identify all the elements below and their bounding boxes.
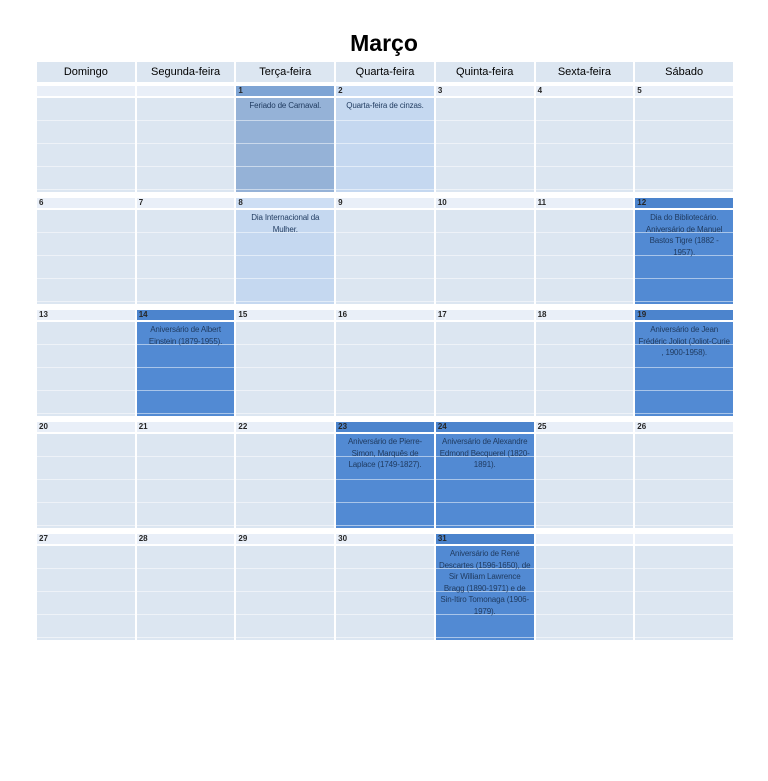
date-strip-row [37, 534, 733, 544]
day-number-strip[interactable] [436, 422, 534, 432]
weekday-header-sabado: Sábado [635, 62, 733, 82]
day-cell[interactable] [635, 98, 733, 192]
day-cell[interactable] [336, 434, 434, 528]
day-number-strip[interactable] [436, 534, 534, 544]
day-number-strip[interactable] [37, 534, 135, 544]
day-number-strip[interactable] [536, 422, 634, 432]
day-number: 3 [437, 86, 443, 95]
day-number-strip[interactable] [37, 310, 135, 320]
day-content-row [37, 434, 733, 528]
day-number-strip[interactable] [635, 310, 733, 320]
day-cell[interactable] [635, 210, 733, 304]
day-cell[interactable] [236, 546, 334, 640]
date-strip-row [37, 198, 733, 208]
day-number-strip[interactable] [336, 534, 434, 544]
date-strip-row [37, 310, 733, 320]
day-number-strip[interactable] [536, 198, 634, 208]
week-row [37, 534, 733, 640]
day-number-strip[interactable] [436, 310, 534, 320]
day-number-strip[interactable] [137, 86, 235, 96]
day-cell[interactable] [37, 322, 135, 416]
day-cell[interactable] [336, 322, 434, 416]
event-text: Aniversário de Pierre-Simon, Marquês de Laplace (1749-1827). [347, 437, 423, 469]
date-strip-row [37, 422, 733, 432]
day-number: 9 [338, 198, 343, 207]
day-content-row [37, 322, 733, 416]
event-text: Aniversário de Albert Einstein (1879-1955). [148, 325, 223, 346]
day-cell[interactable] [137, 322, 235, 416]
day-number: 19 [637, 310, 647, 319]
day-number-strip[interactable] [137, 534, 235, 544]
calendar-weeks [37, 86, 733, 640]
day-number-strip[interactable] [436, 198, 534, 208]
day-number: 26 [637, 422, 647, 431]
event-text: Dia do Bibliotecário. Aniversário de Manuel Bastos Tigre (1882 - 1957). [645, 213, 723, 257]
day-cell[interactable] [436, 210, 534, 304]
day-cell[interactable] [635, 546, 733, 640]
day-number: 28 [138, 534, 148, 543]
day-number: 2 [338, 86, 343, 95]
day-number: 16 [338, 310, 348, 319]
day-cell[interactable] [236, 210, 334, 304]
day-cell[interactable] [236, 98, 334, 192]
day-cell[interactable] [37, 98, 135, 192]
day-number: 15 [238, 310, 248, 319]
day-content-row [37, 98, 733, 192]
event-text: Aniversário de Jean Frédéric Joliot (Joliot-Curie , 1900-1958). [638, 325, 730, 357]
day-number: 29 [238, 534, 248, 543]
day-cell[interactable] [236, 322, 334, 416]
day-cell[interactable] [635, 434, 733, 528]
day-number-strip[interactable] [436, 86, 534, 96]
day-number: 17 [437, 310, 447, 319]
day-number: 30 [338, 534, 348, 543]
weekday-header-quarta: Quarta-feira [336, 62, 434, 82]
day-content-row [37, 210, 733, 304]
day-number-strip[interactable] [536, 86, 634, 96]
day-number-strip[interactable] [635, 198, 733, 208]
day-number: 22 [238, 422, 248, 431]
weekday-header-terca: Terça-feira [236, 62, 334, 82]
day-number-strip[interactable] [336, 198, 434, 208]
day-number-strip[interactable] [37, 86, 135, 96]
day-cell[interactable] [436, 434, 534, 528]
day-cell[interactable] [336, 546, 434, 640]
day-cell[interactable] [37, 434, 135, 528]
event-text: Quarta-feira de cinzas. [346, 101, 424, 110]
day-cell[interactable] [536, 322, 634, 416]
day-number: 31 [437, 534, 447, 543]
day-cell[interactable] [436, 322, 534, 416]
day-number: 4 [537, 86, 543, 95]
day-number-strip[interactable] [137, 310, 235, 320]
day-number-strip[interactable] [635, 534, 733, 544]
week-row [37, 422, 733, 528]
day-number-strip[interactable] [336, 310, 434, 320]
weekday-header-segunda: Segunda-feira [137, 62, 235, 82]
day-number-strip[interactable] [137, 422, 235, 432]
weekday-header-domingo: Domingo [37, 62, 135, 82]
day-cell[interactable] [536, 210, 634, 304]
day-number-strip[interactable] [635, 422, 733, 432]
day-number: 20 [39, 422, 48, 431]
day-number: 1 [238, 86, 243, 95]
day-number-strip[interactable] [236, 422, 334, 432]
day-number-strip[interactable] [336, 422, 434, 432]
day-number-strip[interactable] [236, 534, 334, 544]
event-text: Dia Internacional da Mulher. [251, 213, 320, 234]
day-number-strip[interactable] [536, 310, 634, 320]
day-cell[interactable] [137, 210, 235, 304]
page-title: Março [350, 30, 418, 56]
event-text: Feriado de Carnaval. [249, 101, 322, 110]
day-cell[interactable] [436, 546, 534, 640]
day-number-strip[interactable] [236, 198, 334, 208]
day-number-strip[interactable] [137, 198, 235, 208]
day-number: 14 [138, 310, 148, 319]
weekday-header-quinta: Quinta-feira [436, 62, 534, 82]
weekday-header-sexta: Sexta-feira [536, 62, 634, 82]
day-number: 25 [537, 422, 547, 431]
day-cell[interactable] [137, 546, 235, 640]
day-number-strip[interactable] [536, 534, 634, 544]
week-row [37, 198, 733, 304]
day-number-strip[interactable] [236, 86, 334, 96]
day-cell[interactable] [536, 546, 634, 640]
day-number: 23 [338, 422, 348, 431]
date-strip-row [37, 86, 733, 96]
day-number: 10 [437, 198, 447, 207]
day-number-strip[interactable] [37, 422, 135, 432]
day-number: 12 [637, 198, 647, 207]
day-cell[interactable] [635, 322, 733, 416]
day-cell[interactable] [236, 434, 334, 528]
event-text: Aniversário de Alexandre Edmond Becquerel (1820-1891). [439, 437, 530, 469]
day-number-strip[interactable] [635, 86, 733, 96]
day-number: 27 [39, 534, 48, 543]
week-row [37, 310, 733, 416]
day-number: 21 [138, 422, 148, 431]
weekday-header-row [37, 62, 733, 82]
day-number: 13 [39, 310, 48, 319]
day-number-strip[interactable] [236, 310, 334, 320]
day-cell[interactable] [137, 98, 235, 192]
day-number: 24 [437, 422, 447, 431]
calendar [37, 62, 733, 640]
day-number: 8 [238, 198, 243, 207]
day-number: 5 [637, 86, 642, 95]
day-cell[interactable] [37, 546, 135, 640]
event-text: Aniversário de René Descartes (1596-1650), de Sir William Lawrence Bragg (1890-1971) e de Sin-Itiro Tomonaga (1906-1979). [438, 549, 531, 616]
week-row [37, 86, 733, 192]
day-number-strip[interactable] [336, 86, 434, 96]
day-cell[interactable] [436, 98, 534, 192]
day-number: 7 [138, 198, 144, 207]
day-number: 11 [537, 198, 547, 207]
day-cell[interactable] [336, 210, 434, 304]
day-cell[interactable] [336, 98, 434, 192]
day-number: 18 [537, 310, 547, 319]
day-cell[interactable] [536, 98, 634, 192]
day-number-strip[interactable] [37, 198, 135, 208]
day-content-row [37, 546, 733, 640]
day-cell[interactable] [137, 434, 235, 528]
day-cell[interactable] [37, 210, 135, 304]
day-number: 6 [39, 198, 44, 207]
day-cell[interactable] [536, 434, 634, 528]
